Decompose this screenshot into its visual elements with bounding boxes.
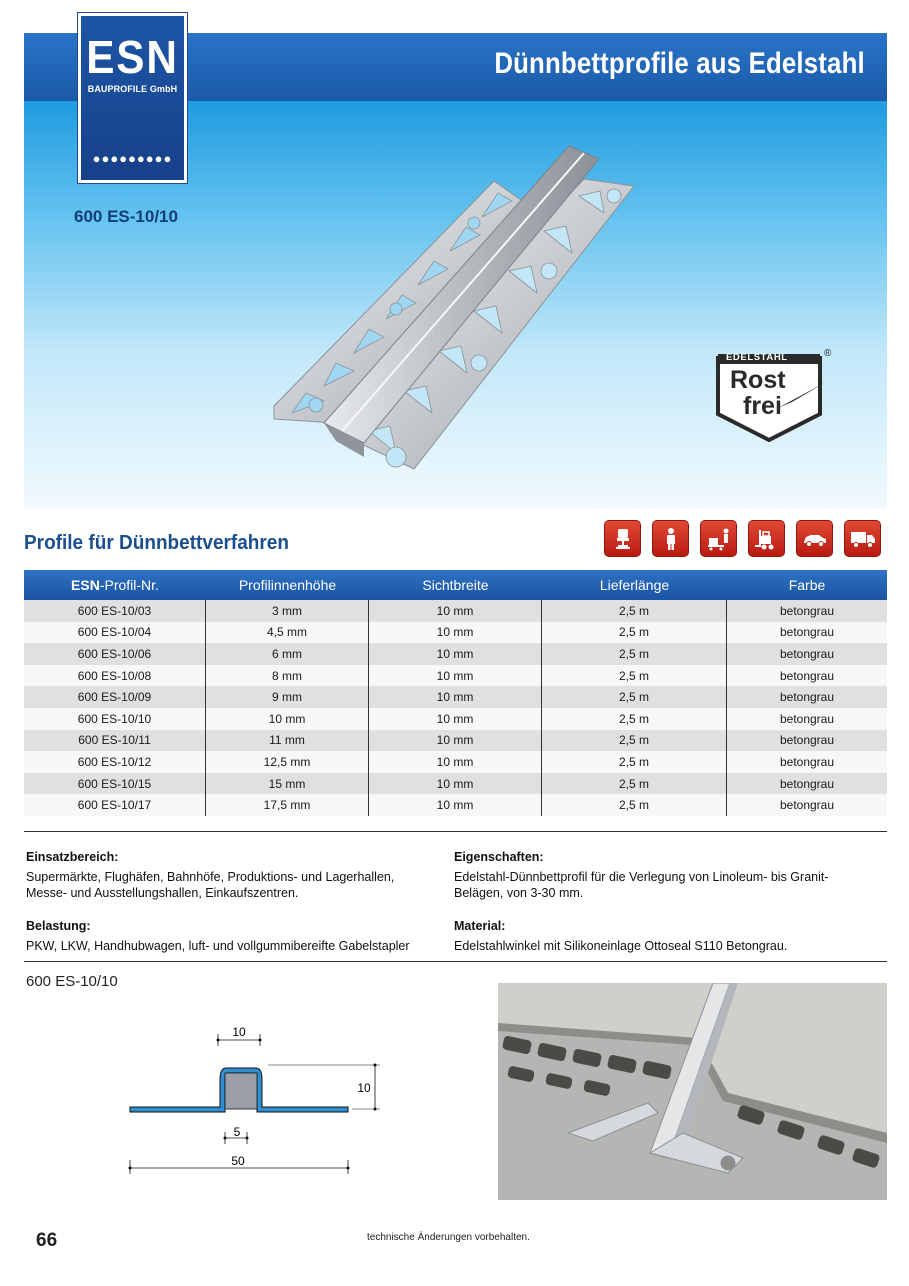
header-brand: ESN <box>71 577 100 593</box>
rostfrei-badge <box>714 350 834 444</box>
cell-inner-height: 3 mm <box>206 600 369 622</box>
cell-profile-nr: 600 ES-10/08 <box>24 665 206 687</box>
logo-dots: ●●●●●●●●● <box>92 151 173 166</box>
page-title: Dünnbettprofile aus Edelstahl <box>494 47 865 80</box>
cross-section-drawing <box>120 1020 400 1180</box>
cell-visible-width: 10 mm <box>369 600 542 622</box>
cell-visible-width: 10 mm <box>369 643 542 665</box>
material-label: Material: <box>454 919 506 933</box>
person-icon <box>652 520 689 557</box>
cell-inner-height: 8 mm <box>206 665 369 687</box>
cell-profile-nr: 600 ES-10/03 <box>24 600 206 622</box>
dim-top-label: 10 <box>232 1025 246 1039</box>
usage-icons <box>604 520 881 557</box>
divider <box>24 831 887 832</box>
cell-profile-nr: 600 ES-10/10 <box>24 708 206 730</box>
table-row <box>24 773 887 795</box>
cell-length: 2,5 m <box>542 665 727 687</box>
footer-note: technische Änderungen vorbehalten. <box>367 1232 530 1243</box>
header-color: Farbe <box>788 577 826 593</box>
cell-length: 2,5 m <box>542 708 727 730</box>
section-title: Profile für Dünnbettverfahren <box>24 532 289 554</box>
header-profile-nr-label: -Profil-Nr. <box>99 577 159 593</box>
badge-line1: Rost <box>730 366 786 394</box>
cell-length: 2,5 m <box>542 600 727 622</box>
cell-visible-width: 10 mm <box>369 773 542 795</box>
properties-label: Eigenschaften: <box>454 850 544 864</box>
installation-photo <box>498 983 887 1200</box>
truck-icon <box>844 520 881 557</box>
cell-profile-nr: 600 ES-10/04 <box>24 622 206 644</box>
cell-inner-height: 9 mm <box>206 686 369 708</box>
cell-length: 2,5 m <box>542 730 727 752</box>
cell-color: betongrau <box>779 668 835 683</box>
cell-visible-width: 10 mm <box>369 686 542 708</box>
cell-profile-nr: 600 ES-10/09 <box>24 686 206 708</box>
cell-color: betongrau <box>779 776 835 791</box>
drawing-title: 600 ES-10/10 <box>26 973 118 990</box>
cell-profile-nr: 600 ES-10/11 <box>24 730 206 752</box>
cell-visible-width: 10 mm <box>369 622 542 644</box>
usage-area-text: Supermärkte, Flughäfen, Bahnhöfe, Produktions- und Lagerhallen, Messe- und Ausstellungshallen, Einkaufszentren. <box>26 870 395 900</box>
table-body <box>24 600 887 816</box>
cell-inner-height: 11 mm <box>206 730 369 752</box>
cell-length: 2,5 m <box>542 751 727 773</box>
office-chair-icon <box>604 520 641 557</box>
logo-subtitle: BAUPROFILE GmbH <box>87 84 178 94</box>
product-label: 600 ES-10/10 <box>74 207 178 226</box>
badge-line2: frei <box>743 392 782 420</box>
cell-inner-height: 17,5 mm <box>206 794 369 816</box>
header-visible-width: Sichtbreite <box>422 577 489 593</box>
table-row <box>24 643 887 665</box>
cell-inner-height: 15 mm <box>206 773 369 795</box>
cell-visible-width: 10 mm <box>369 751 542 773</box>
load-label: Belastung: <box>26 919 91 933</box>
material-text: Edelstahlwinkel mit Silikoneinlage Ottoseal S110 Betongrau. <box>454 939 788 953</box>
usage-area-label: Einsatzbereich: <box>26 850 119 864</box>
cell-visible-width: 10 mm <box>369 665 542 687</box>
cell-color: betongrau <box>779 646 835 661</box>
cell-color: betongrau <box>779 603 835 618</box>
registered-mark: ® <box>824 348 832 359</box>
profile-table <box>24 570 887 816</box>
cell-profile-nr: 600 ES-10/06 <box>24 643 206 665</box>
cell-length: 2,5 m <box>542 622 727 644</box>
table-row <box>24 622 887 644</box>
cell-length: 2,5 m <box>542 686 727 708</box>
table-row <box>24 794 887 816</box>
cell-color: betongrau <box>779 754 835 769</box>
header-inner-height: Profilinnenhöhe <box>238 577 337 593</box>
table-row <box>24 708 887 730</box>
hand-pallet-truck-icon <box>700 520 737 557</box>
dim-slot-label: 5 <box>233 1125 241 1139</box>
cell-color: betongrau <box>779 733 835 748</box>
header-length: Lieferlänge <box>599 577 670 593</box>
cell-inner-height: 6 mm <box>206 643 369 665</box>
dim-width-label: 50 <box>231 1154 245 1168</box>
table-row <box>24 600 887 622</box>
car-icon <box>796 520 833 557</box>
cell-profile-nr: 600 ES-10/12 <box>24 751 206 773</box>
forklift-icon <box>748 520 785 557</box>
cell-inner-height: 10 mm <box>206 708 369 730</box>
cell-color: betongrau <box>779 711 835 726</box>
table-row <box>24 730 887 752</box>
cell-profile-nr: 600 ES-10/17 <box>24 794 206 816</box>
divider <box>24 961 887 962</box>
cell-color: betongrau <box>779 690 835 705</box>
esn-logo <box>78 13 187 183</box>
table-row <box>24 686 887 708</box>
cell-profile-nr: 600 ES-10/15 <box>24 773 206 795</box>
dim-height-label: 10 <box>357 1081 371 1095</box>
table-header <box>24 570 887 600</box>
table-row <box>24 665 887 687</box>
page-number: 66 <box>36 1230 58 1251</box>
logo-name: ESN <box>86 31 179 83</box>
cell-length: 2,5 m <box>542 794 727 816</box>
cell-inner-height: 12,5 mm <box>206 751 369 773</box>
cell-length: 2,5 m <box>542 643 727 665</box>
load-text: PKW, LKW, Handhubwagen, luft- und vollgummibereifte Gabelstapler <box>26 939 410 953</box>
cell-visible-width: 10 mm <box>369 708 542 730</box>
cell-color: betongrau <box>779 798 835 813</box>
cell-color: betongrau <box>779 625 835 640</box>
cell-visible-width: 10 mm <box>369 794 542 816</box>
cell-visible-width: 10 mm <box>369 730 542 752</box>
cell-inner-height: 4,5 mm <box>206 622 369 644</box>
properties-text: Edelstahl-Dünnbettprofil für die Verlegung von Linoleum- bis Granit-Belägen, von 3-30 mm. <box>454 870 829 900</box>
cell-length: 2,5 m <box>542 773 727 795</box>
table-row <box>24 751 887 773</box>
header-profile-nr <box>24 570 206 600</box>
badge-top-text: EDELSTAHL <box>726 352 788 363</box>
